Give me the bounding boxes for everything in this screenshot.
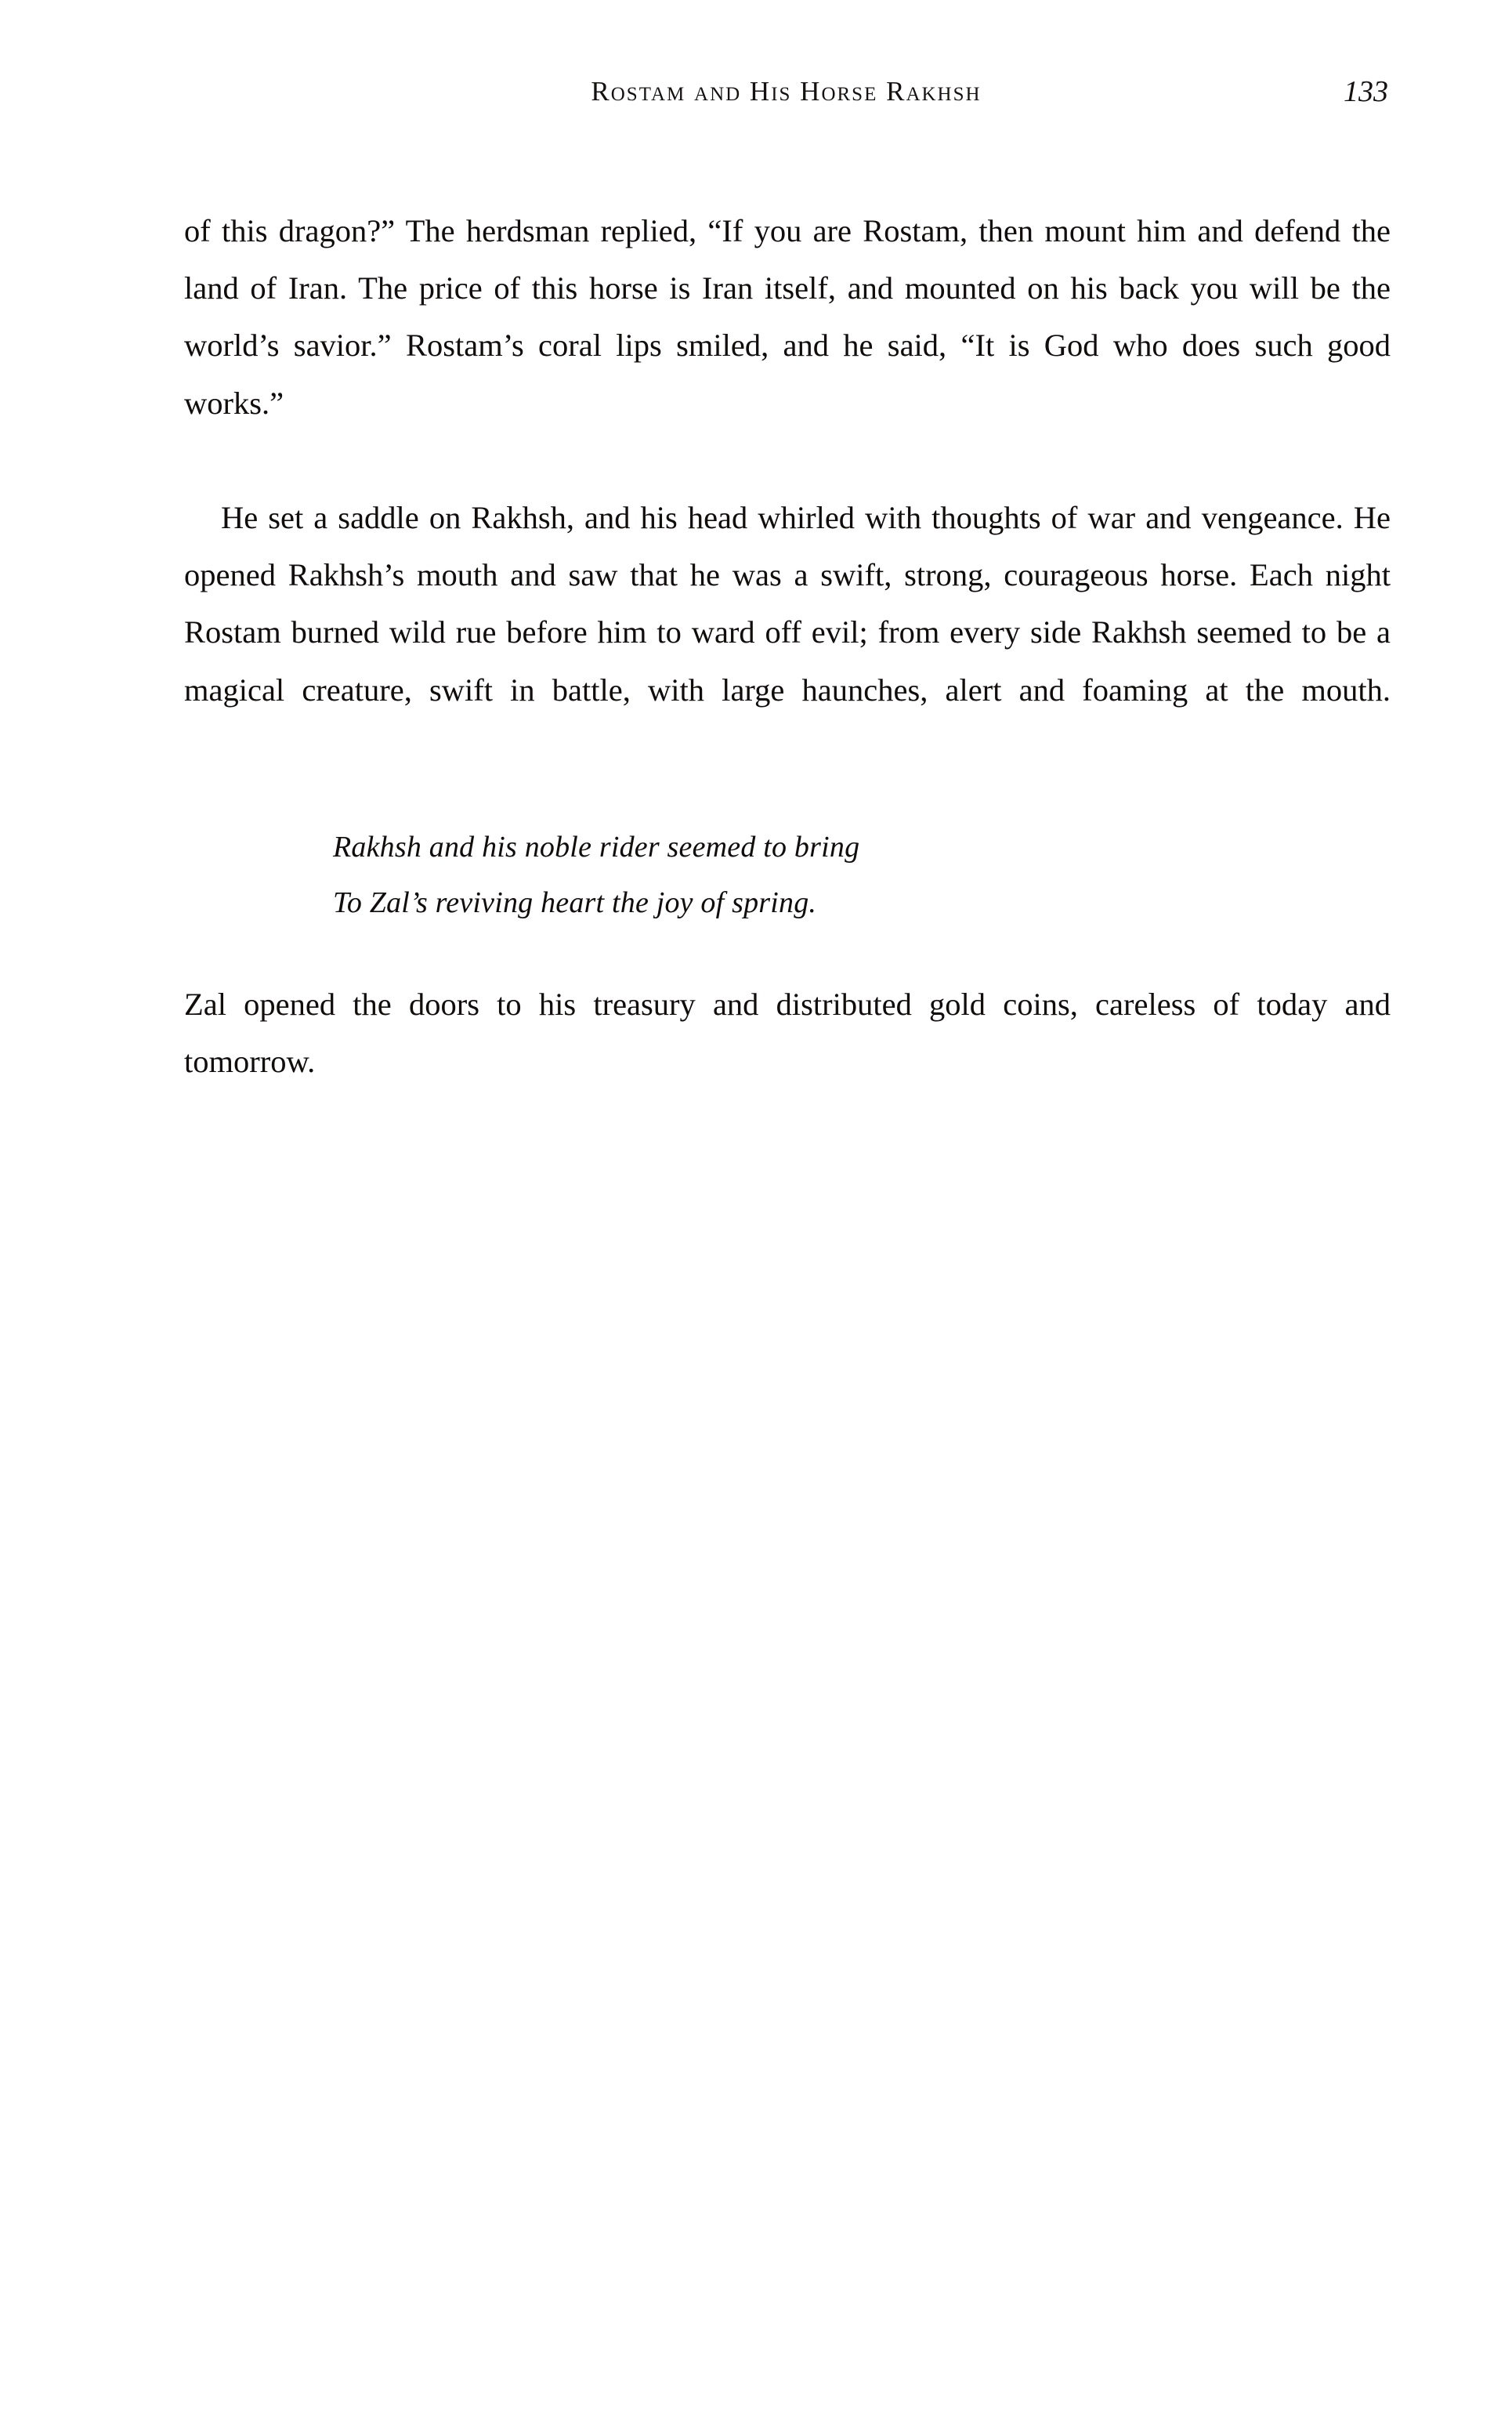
paragraph-continued: of this dragon?” The herdsman replied, “If you are Rostam, then mount him and defend the land of Iran. The price of this horse is Iran itself, and mounted on his back you will be the world’s savior.” Rostam’s coral lips smiled, and he said, “It is God who does such good works.” [184, 213, 1391, 421]
page-number: 133 [1344, 75, 1388, 108]
verse-line-1: Rakhsh and his noble rider seemed to bring [333, 831, 860, 864]
verse-line-2: To Zal’s reviving heart the joy of spring. [333, 886, 817, 920]
paragraph-treasury: Zal opened the doors to his treasury and distributed gold coins, careless of today and tomorrow. [184, 987, 1391, 1080]
running-head-title: Rostam and His Horse Rakhsh [591, 76, 982, 107]
verse-block [184, 776, 1391, 976]
paragraph-saddle: He set a saddle on Rakhsh, and his head whirled with thoughts of war and vengeance. He opened Rakhsh’s mouth and saw that he was a swift, strong, courageous horse. Each night Rostam burned wild rue before him to ward off evil; from every side Rakhsh seemed to be a magical creature, swift in battle, with large haunches, alert and foaming at the mouth. [184, 500, 1391, 708]
page-text-block [184, 202, 1391, 1148]
running-head [184, 74, 1388, 121]
